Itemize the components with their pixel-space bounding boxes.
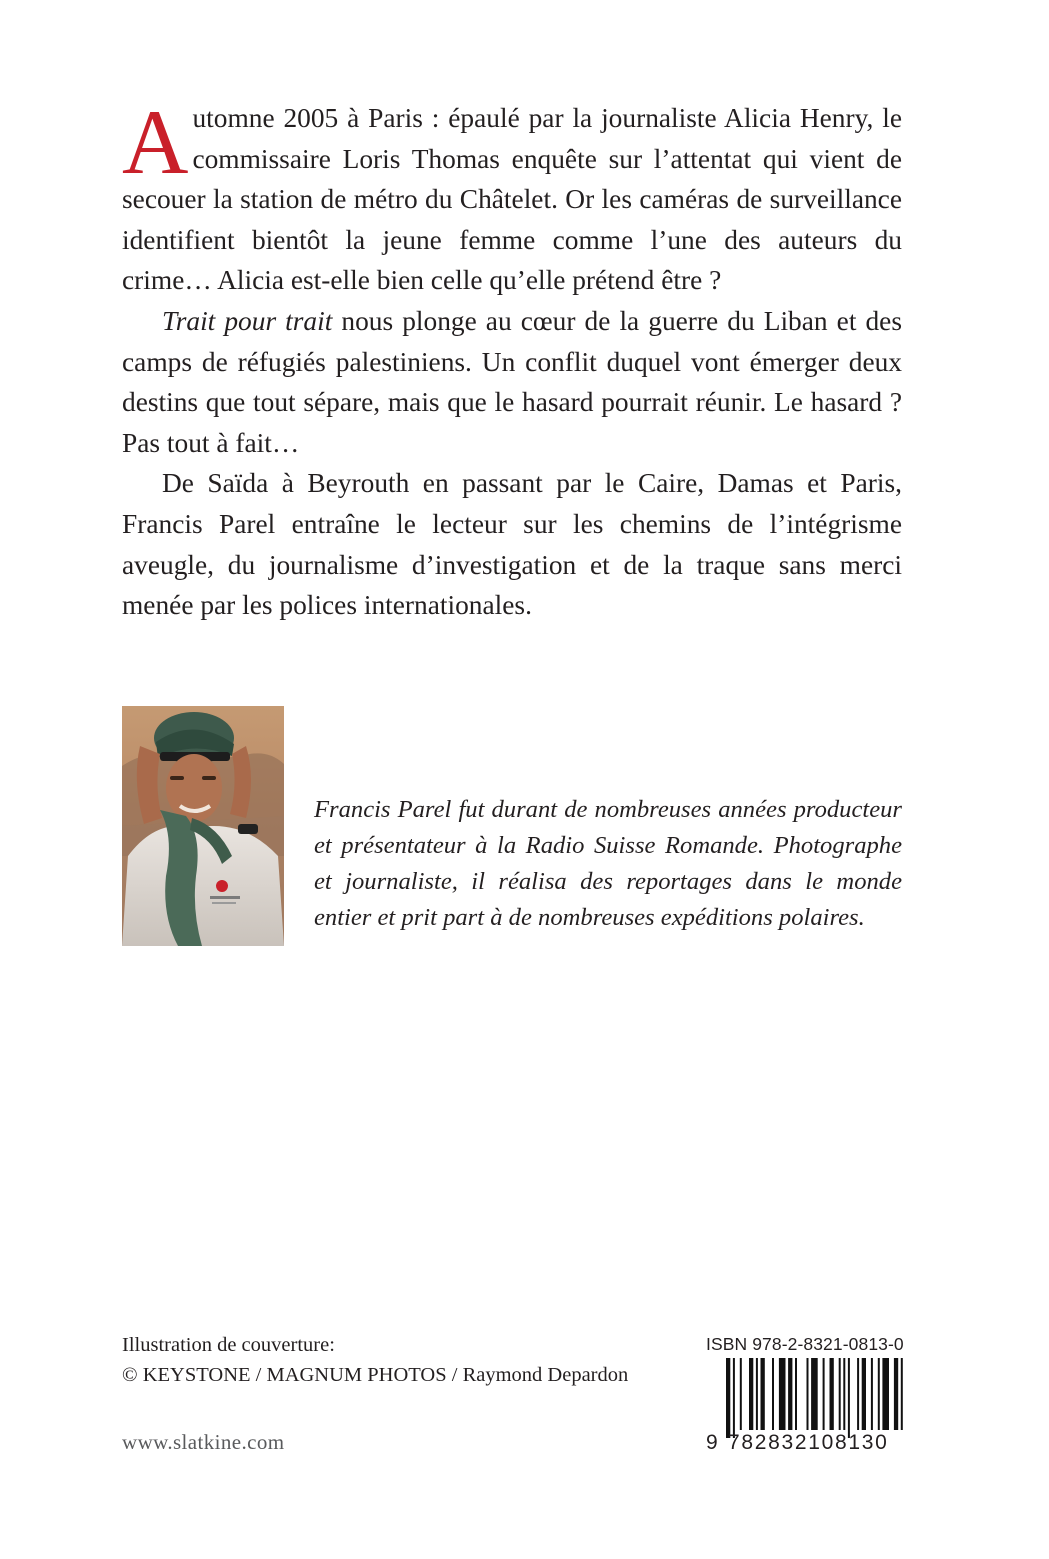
blurb-paragraph-2	[122, 301, 902, 463]
barcode-bar	[772, 1358, 774, 1430]
barcode-bar	[811, 1358, 818, 1430]
barcode-bar	[857, 1358, 859, 1430]
back-cover-blurb	[122, 91, 902, 626]
barcode-bar	[788, 1358, 792, 1430]
credits-line-1: Illustration de couverture:	[122, 1334, 335, 1356]
blurb-paragraph-3-text: De Saïda à Beyrouth en passant par le Caire, Damas et Paris, Francis Parel entraîne le lecteur sur les chemins de l’intégrisme aveugle, du journalisme d’investigation et de la traque sans merci menée par les polices internationales.	[122, 468, 902, 621]
author-portrait-illustration	[122, 706, 284, 946]
cover-credits	[122, 1330, 628, 1390]
barcode-bar	[779, 1358, 786, 1430]
barcode-bar	[733, 1358, 735, 1438]
barcode-bar	[901, 1358, 903, 1430]
barcode-bar	[807, 1358, 809, 1430]
book-title-italic: Trait pour trait	[162, 305, 333, 336]
author-biography	[314, 792, 902, 936]
barcode-bar	[894, 1358, 898, 1430]
barcode-bars-icon	[706, 1358, 908, 1438]
barcode-bar	[830, 1358, 834, 1430]
publisher-website[interactable]: www.slatkine.com	[122, 1430, 285, 1454]
barcode-bar	[862, 1358, 866, 1430]
blurb-paragraph-3	[122, 463, 902, 625]
ean-first-digit: 9	[706, 1431, 718, 1454]
barcode-bar	[848, 1358, 850, 1438]
blurb-paragraph-2-text: nous plonge au cœur de la guerre du Liban et des camps de réfugiés palestiniens. Un conflit duquel vont émerger deux destins que tout sépare, mais que le hasard pourrait réunir. Le hasard ? Pas tout à fait…	[122, 305, 902, 458]
credits-line-2: © KEYSTONE / MAGNUM PHOTOS / Raymond Depardon	[122, 1364, 629, 1386]
barcode-bar	[726, 1358, 730, 1438]
blurb-paragraph-1-text: utomne 2005 à Paris : épaulé par la journaliste Alicia Henry, le commissaire Loris Thomas enquête sur l’attentat qui vient de secouer la station de métro du Châtelet. Or les caméras de surveillance identifient bientôt la jeune femme comme l’une des auteurs du crime… Alicia est-elle bien celle qu’elle prétend être ?	[122, 103, 902, 296]
barcode-bar	[795, 1358, 797, 1430]
ean-digit-groups: 782832108130	[728, 1431, 889, 1454]
author-bio-text: Francis Parel fut durant de nombreuses années producteur et présentateur à la Radio Suisse Romande. Photographe et journaliste, il réalisa des reportages dans le monde entier et prit part à de nombreuses expéditions polaires.	[314, 796, 902, 931]
barcode-bar	[823, 1358, 825, 1430]
barcode-bar	[871, 1358, 873, 1430]
barcode-bar	[756, 1358, 758, 1430]
author-photo	[122, 706, 284, 946]
barcode-bar	[839, 1358, 841, 1430]
isbn-label: ISBN 978-2-8321-0813-0	[706, 1334, 904, 1354]
barcode-bar	[882, 1358, 889, 1430]
barcode-bar	[878, 1358, 880, 1430]
barcode-bar	[740, 1358, 742, 1430]
drop-cap: A	[122, 91, 189, 193]
blurb-paragraph-1	[122, 91, 902, 301]
barcode-bar	[761, 1358, 765, 1430]
barcode-bar	[749, 1358, 753, 1430]
isbn-barcode	[706, 1334, 908, 1460]
barcode-bar	[843, 1358, 845, 1430]
